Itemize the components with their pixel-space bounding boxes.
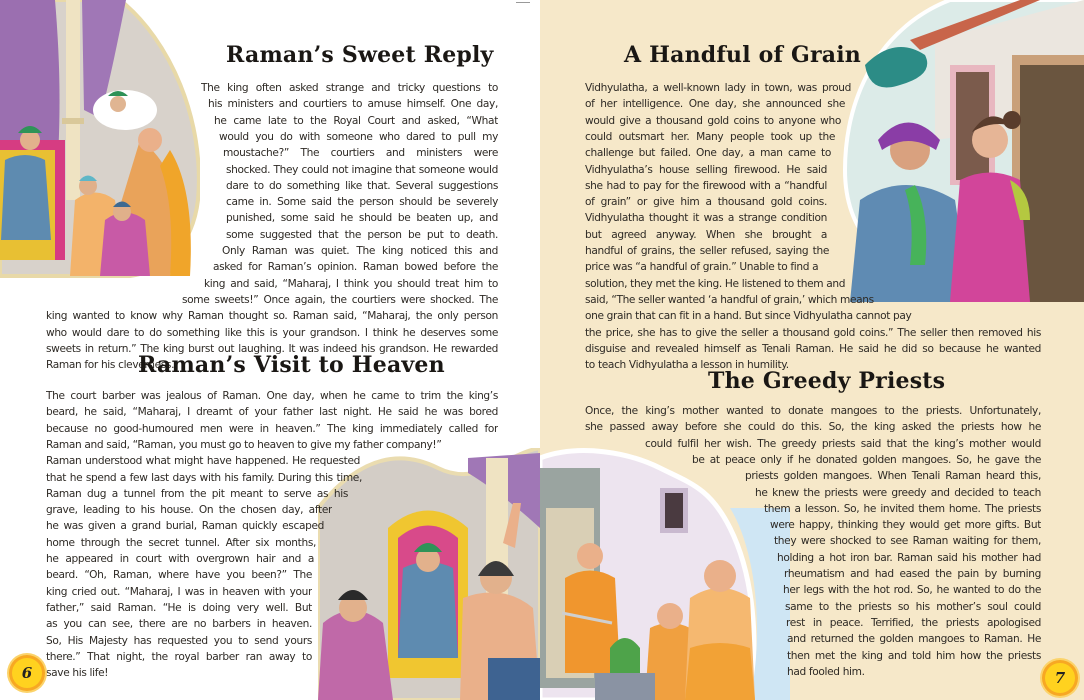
text-line: because no good-humoured men were in heaven.” The king immediately called for [46, 422, 498, 435]
story-text-ramans-visit-to-heaven [0, 388, 540, 688]
text-line: Raman understood what might have happened. He requested [46, 455, 360, 468]
text-line: Raman for his cleverness. [46, 359, 175, 372]
text-line: were happy, thinking they would get more gifts. But [770, 519, 1041, 532]
text-line: Vidhyulatha, a well-known lady in town, was proud [585, 82, 851, 94]
text-line: Vidhyulatha thought it was a strange condition [585, 212, 827, 225]
text-line: price was “a handful of grain.” Unable to find a [585, 261, 819, 274]
text-line: some suggested that the person be put to death. [226, 228, 498, 241]
text-line: she passed away before she could do this. So, the king asked the priests how he [585, 421, 1041, 434]
text-line: dare to do something like that. Several suggestions [226, 179, 498, 192]
text-line: beard, he said, “Maharaj, I dreamt of your father last night. He said he was bored [46, 406, 498, 419]
text-line: some sweets!” Once again, the courtiers were shocked. The [182, 293, 498, 306]
text-line: could outsmart her. Many people took up the [585, 130, 835, 143]
text-line: moustache?” The courtiers and ministers were [223, 147, 498, 160]
text-line: handful of grains, the seller refused, saying the [585, 245, 829, 257]
text-line: them a lesson. So, he invited them home. The priests [764, 502, 1041, 515]
text-line: could fulfil her wish. The greedy priests said that the king’s mother would [645, 437, 1041, 450]
text-line: shocked. They could not imagine that someone would [226, 163, 498, 176]
text-line: to teach Vidhyulatha a lesson in humility. [585, 359, 789, 372]
text-line: The court barber was jealous of Raman. One day, when he came to trim the king’s [46, 390, 498, 402]
text-line: his ministers and courtiers to amuse himself. One day, [208, 98, 498, 111]
text-line: as you can see, there are no barbers in heaven. [46, 618, 312, 631]
page-number-left: 6 [12, 658, 42, 688]
text-line: rest in peace. Terrified, the priests apologised [786, 616, 1041, 629]
text-line: solution, they met the king. He listened to them and [585, 277, 846, 290]
text-line: Vidhyulatha’s house selling firewood. He said [585, 163, 827, 176]
story-text-a-handful-of-grain [540, 80, 1084, 380]
story-title-a-handful-of-grain: A Handful of Grain [624, 42, 862, 68]
text-line: asked for Raman’s opinion. Raman bowed before the [213, 261, 498, 274]
text-line: then met the king and told him how the priests [787, 649, 1041, 662]
story-text-ramans-sweet-reply [0, 80, 540, 380]
text-line: he knew the priests were greedy and decided to teach [755, 486, 1041, 499]
story-title-the-greedy-priests: The Greedy Priests [708, 368, 946, 394]
text-line: king and said, “Maharaj, I think you should treat him to [204, 277, 498, 290]
text-line: beard. “Oh, Raman, where have you been?” The [46, 569, 312, 582]
left-page [0, 0, 540, 700]
text-line: sweets in return.” The king burst out laughing. It was indeed his grandson. He rewarded [46, 342, 498, 355]
text-line: punished, some said he should be beaten up, and [226, 212, 498, 225]
text-line: of grain” or give him a thousand gold coins. [585, 196, 827, 209]
text-line: and returned the golden mangoes to Raman. He [787, 633, 1041, 646]
text-line: Raman dug a tunnel from the pit meant to serve as his [46, 487, 348, 500]
text-line: she had to pay for the firewood with a “handful [585, 179, 827, 192]
text-line: save his life! [46, 667, 109, 680]
story-text-the-greedy-priests [540, 403, 1084, 693]
text-line: priests golden mangoes. When Tenali Raman heard this, [745, 470, 1041, 483]
text-line: home through the secret tunnel. After six months, [46, 536, 316, 549]
text-line: be at peace only if he donated golden mangoes. So, he gave the [692, 453, 1041, 466]
text-line: he was given a grand burial, Raman quickly escaped [46, 520, 324, 533]
text-line: holding a hot iron bar. Raman said his mother had [777, 551, 1041, 564]
text-line: father,” said Raman. “He is doing very well. But [46, 601, 312, 614]
text-line: said, “The seller wanted ‘a handful of grain,’ which means [585, 293, 874, 306]
page-number-right: 7 [1045, 663, 1075, 693]
text-line: Only Raman was quiet. The king noticed this and [222, 245, 498, 257]
text-line: who would dare to do something like this is your grandson. I think he deserves some [46, 326, 498, 339]
gutter-mark [516, 2, 530, 3]
story-title-ramans-visit-to-heaven: Raman’s Visit to Heaven [138, 352, 445, 378]
text-line: would give a thousand gold coins to anyone who [585, 114, 841, 127]
text-line: grave, leading to his house. On the chosen day, after [46, 504, 332, 517]
text-line: king cried out. “Maharaj, I was in heaven with your [46, 585, 312, 598]
text-line: king wanted to know why Raman thought so. Raman said, “Maharaj, the only person [46, 310, 498, 323]
text-line: but agreed anyway. When she brought a [585, 228, 827, 241]
right-page [540, 0, 1084, 700]
text-line: there.” That night, the royal barber ran away to [46, 650, 312, 663]
text-line: disguise and revealed himself as Tenali Raman. He said he did so because he wanted [585, 342, 1041, 355]
text-line: would you do with someone who dared to pull my [219, 130, 498, 143]
text-line: he appeared in court with overgrown hair and a [46, 553, 314, 565]
text-line: challenge but failed. One day, a man came to [585, 147, 831, 160]
text-line: The king often asked strange and tricky questions to [201, 82, 498, 94]
story-title-ramans-sweet-reply: Raman’s Sweet Reply [226, 42, 494, 68]
text-line: Raman and said, “Raman, you must go to heaven to give my father company!” [46, 438, 442, 451]
text-line: of her intelligence. One day, she announced she [585, 98, 845, 111]
text-line: So, His Majesty has requested you to send yours [46, 634, 312, 647]
text-line: he came late to the Royal Court and asked, “What [214, 114, 498, 127]
text-line: one grain that can fit in a hand. But since Vidhyulatha cannot pay [585, 310, 912, 323]
text-line: that he spend a few last days with his family. During this time, [46, 471, 362, 484]
text-line: came in. Some said the person should be severely [226, 196, 498, 209]
text-line: her legs with the hot rod. So, he wanted to do the [783, 584, 1041, 597]
text-line: rheumatism and had eased the pain by burning [784, 568, 1041, 580]
text-line: the price, she has to give the seller a thousand gold coins.” The seller then removed his [585, 326, 1041, 339]
text-line: Once, the king’s mother wanted to donate mangoes to the priests. Unfortunately, [585, 405, 1041, 417]
text-line: they were shocked to see Raman waiting for them, [774, 535, 1041, 548]
text-line: had fooled him. [787, 665, 865, 678]
text-line: same to the priests so his mother’s soul could [785, 600, 1041, 613]
